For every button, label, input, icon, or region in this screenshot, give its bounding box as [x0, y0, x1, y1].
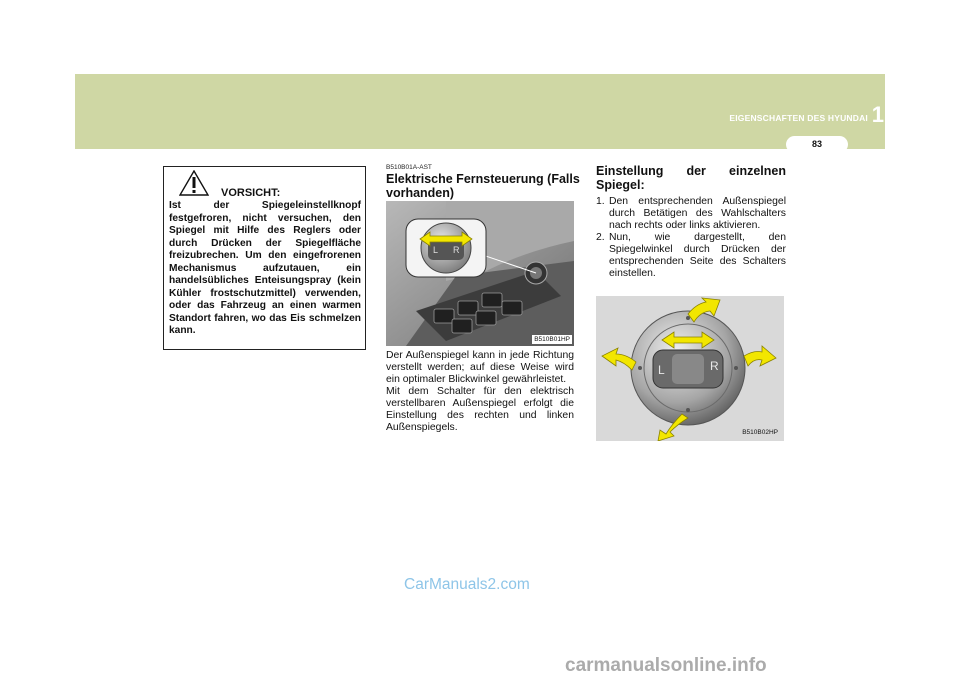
warning-box — [163, 166, 366, 350]
switch-left-label: L — [658, 363, 665, 377]
switch-closeup-illustration — [596, 296, 784, 441]
watermark-carmanuals2[interactable]: CarManuals2.com — [404, 576, 530, 593]
warning-header — [169, 171, 361, 199]
figure-1-label: B510B01HP — [534, 336, 570, 343]
adjust-steps — [596, 196, 786, 280]
adjust-step — [596, 196, 786, 232]
step-number: 2. — [596, 232, 605, 243]
warning-text: Ist der Spiegeleinstellknopf festgefroren, nicht versuchen, den Spiegel mit Hilfe des Reglers oder durch Drücken der Spiegelfläche freizubrechen. Um den eingefrorenen Mechanismus aufzutauen, ein handelsübliches Enteisungspray (kein Kühler frostschutzmittel) verwenden, oder das Fahrzeug an einen warmen Standort fahren, wo das Eis schmelzen kann. — [169, 200, 361, 336]
page-number: 83 — [811, 139, 822, 149]
adjust-step — [596, 232, 786, 280]
watermark-carmanualsonline[interactable]: carmanualsonline.info — [565, 655, 767, 676]
adjust-title: Einstellung der einzelnen Spiegel: — [596, 164, 786, 192]
mirror-switch-closeup — [596, 296, 784, 441]
warning-title: VORSICHT: — [221, 187, 281, 199]
step-number: 1. — [596, 196, 605, 207]
chapter-number: 1 — [871, 102, 884, 127]
header-band — [75, 74, 885, 149]
switch-right-label: R — [453, 245, 460, 255]
switch-right-label: R — [710, 359, 719, 373]
section-title: Elektrische Fernsteuerung (Falls vorhanden) — [386, 172, 580, 200]
warning-triangle-icon — [179, 170, 209, 196]
switch-left-label: L — [433, 245, 439, 255]
section-body — [386, 350, 574, 434]
mirror-switch-door-photo — [386, 201, 574, 346]
figure-2-label: B510B02HP — [742, 429, 778, 436]
section-paragraph-1: Der Außenspiegel kann in jede Richtung verstellt werden; auf diese Weise wird ein optimaler Blickwinkel gewährleistet. — [386, 350, 574, 385]
page-tab — [786, 136, 848, 153]
door-panel-illustration — [386, 201, 574, 346]
chapter-title: EIGENSCHAFTEN DES HYUNDAI — [729, 113, 868, 123]
section-code: B510B01A-AST — [386, 164, 432, 171]
step-text: Den entsprechenden Außenspiegel durch Betätigen des Wahlschalters nach rechts oder links aktivieren. — [609, 196, 786, 231]
section-paragraph-2: Mit dem Schalter für den elektrisch verstellbaren Außenspiegel erfolgt die Einstellung des rechten und linken Außenspiegels. — [386, 386, 574, 433]
step-text: Nun, wie dargestellt, den Spiegelwinkel durch Drücken der entsprechenden Seite des Schalters einstellen. — [609, 232, 786, 279]
